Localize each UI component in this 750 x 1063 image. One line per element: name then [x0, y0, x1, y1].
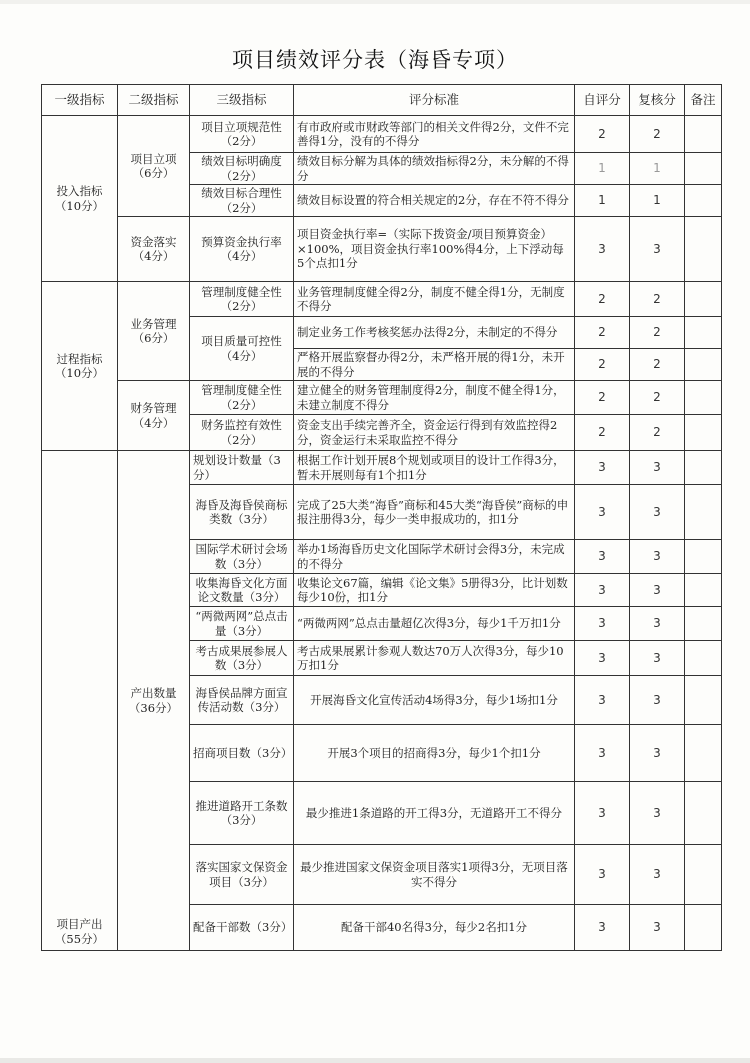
level3-name: 预算资金执行率	[201, 234, 282, 249]
level1-cell	[42, 116, 118, 282]
level2-cell	[118, 116, 190, 217]
note-cell	[685, 641, 722, 676]
review-score: 3	[630, 845, 685, 905]
review-score: 3	[630, 905, 685, 951]
level2-cell	[118, 451, 190, 951]
review-score: 3	[630, 574, 685, 607]
self-score: 1	[575, 185, 630, 217]
self-score: 2	[575, 282, 630, 317]
header-level1: 一级指标	[42, 85, 118, 116]
level1-name: 投入指标	[56, 184, 103, 198]
level3-score: （2分）	[220, 299, 263, 313]
criteria-cell: “两微两网”总点击量超亿次得3分，每少1千万扣1分	[294, 607, 575, 641]
level3-cell: 收集海昏文化方面论文数量（3分）	[190, 574, 294, 607]
level3-score: （4分）	[220, 348, 263, 363]
note-cell	[685, 349, 722, 381]
review-score: 2	[630, 317, 685, 349]
criteria-cell: 业务管理制度健全得2分，制度不健全得1分，无制度不得分	[294, 282, 575, 317]
criteria-cell: 举办1场海昏历史文化国际学术研讨会得3分，未完成的不得分	[294, 540, 575, 574]
level3-cell: 国际学术研讨会场数（3分）	[190, 540, 294, 574]
note-cell	[685, 845, 722, 905]
self-score: 3	[575, 676, 630, 725]
level3-cell: 推进道路开工条数（3分）	[190, 782, 294, 845]
note-cell	[685, 153, 722, 185]
criteria-cell: 项目资金执行率=（实际下拨资金/项目预算资金）×100%，项目资金执行率100%得4分，上下浮动每5个点扣1分	[294, 217, 575, 282]
level3-cell: 海昏侯品牌方面宣传活动数（3分）	[190, 676, 294, 725]
review-score: 2	[630, 349, 685, 381]
level3-cell: 配备干部数（3分）	[190, 905, 294, 951]
review-score: 3	[630, 607, 685, 641]
self-score: 2	[575, 116, 630, 153]
note-cell	[685, 574, 722, 607]
review-score: 3	[630, 217, 685, 282]
header-note: 备注	[685, 85, 722, 116]
level3-score: （2分）	[220, 200, 263, 215]
header-criteria: 评分标准	[294, 85, 575, 116]
self-score: 3	[575, 607, 630, 641]
review-score: 3	[630, 540, 685, 574]
criteria-cell: 开展海昏文化宣传活动4场得3分，每少1场扣1分	[294, 676, 575, 725]
level3-cell: 海昏及海昏侯商标类数（3分）	[190, 485, 294, 540]
header-row	[42, 85, 722, 116]
table-row	[42, 381, 722, 415]
table-row	[42, 451, 722, 485]
level2-score: （6分）	[132, 166, 175, 180]
criteria-cell: 最少推进1条道路的开工得3分，无道路开工不得分	[294, 782, 575, 845]
self-score: 3	[575, 217, 630, 282]
note-cell	[685, 185, 722, 217]
level3-score: （2分）	[220, 432, 263, 447]
self-score: 3	[575, 905, 630, 951]
level3-name: 项目立项规范性	[201, 119, 282, 134]
review-score: 2	[630, 116, 685, 153]
level3-name: 管理制度健全性	[201, 383, 282, 397]
level1-score: （55分）	[54, 931, 105, 946]
self-score: 3	[575, 845, 630, 905]
level3-cell	[190, 116, 294, 153]
self-score: 3	[575, 574, 630, 607]
level3-cell	[190, 317, 294, 381]
level1-score: （10分）	[54, 366, 105, 380]
level3-score: （2分）	[220, 397, 263, 412]
note-cell	[685, 485, 722, 540]
criteria-cell: 根据工作计划开展8个规划或项目的设计工作得3分，暂未开展则每有1个扣1分	[294, 451, 575, 485]
self-score: 2	[575, 415, 630, 451]
criteria-cell: 制定业务工作考核奖惩办法得2分，未制定的不得分	[294, 317, 575, 349]
note-cell	[685, 451, 722, 485]
level3-name: 财务监控有效性	[201, 418, 282, 432]
criteria-cell: 资金支出手续完善齐全，资金运行得到有效监控得2分，资金运行未采取监控不得分	[294, 415, 575, 451]
level2-name: 资金落实	[130, 234, 177, 249]
level2-score: （36分）	[128, 700, 179, 715]
note-cell	[685, 282, 722, 317]
scan-edge-bottom	[0, 1058, 750, 1063]
table-row	[42, 282, 722, 317]
level3-score: （2分）	[220, 134, 263, 148]
level3-score: （2分）	[220, 168, 263, 183]
criteria-cell: 最少推进国家文保资金项目落实1项得3分，无项目落实不得分	[294, 845, 575, 905]
level3-cell: 考古成果展参展人数（3分）	[190, 641, 294, 676]
level3-score: （4分）	[220, 249, 263, 263]
note-cell	[685, 381, 722, 415]
note-cell	[685, 116, 722, 153]
review-score: 1	[630, 153, 685, 185]
page-title: 项目绩效评分表（海昏专项）	[232, 48, 518, 72]
level3-name: 项目质量可控性	[201, 334, 282, 348]
note-cell	[685, 676, 722, 725]
level2-name: 业务管理	[130, 316, 177, 331]
level3-cell	[190, 153, 294, 185]
self-score: 3	[575, 485, 630, 540]
self-score: 3	[575, 641, 630, 676]
self-score: 1	[575, 153, 630, 185]
review-score: 3	[630, 782, 685, 845]
criteria-cell: 绩效目标设置的符合相关规定的2分，存在不符不得分	[294, 185, 575, 217]
level2-name: 财务管理	[130, 401, 177, 415]
level3-cell: 招商项目数（3分）	[190, 725, 294, 782]
level1-name: 过程指标	[56, 351, 103, 366]
criteria-cell: 绩效目标分解为具体的绩效指标得2分，未分解的不得分	[294, 153, 575, 185]
self-score: 3	[575, 725, 630, 782]
review-score: 2	[630, 381, 685, 415]
criteria-cell: 有市政府或市财政等部门的相关文件得2分，文件不完善得1分，没有的不得分	[294, 116, 575, 153]
level3-name: 绩效目标明确度	[201, 154, 282, 168]
level1-score: （10分）	[54, 198, 105, 213]
table-row	[42, 217, 722, 282]
level2-score: （4分）	[132, 249, 175, 263]
note-cell	[685, 540, 722, 574]
note-cell	[685, 217, 722, 282]
review-score: 3	[630, 641, 685, 676]
level1-name: 项目产出	[56, 917, 103, 931]
review-score: 1	[630, 185, 685, 217]
level1-cell	[42, 282, 118, 451]
level2-cell	[118, 282, 190, 381]
review-score: 2	[630, 282, 685, 317]
table-row	[42, 116, 722, 153]
level3-cell	[190, 217, 294, 282]
criteria-cell: 严格开展监察督办得2分，未严格开展的得1分，未开展的不得分	[294, 349, 575, 381]
review-score: 3	[630, 725, 685, 782]
note-cell	[685, 317, 722, 349]
self-score: 3	[575, 782, 630, 845]
level3-name: 管理制度健全性	[201, 284, 282, 299]
level3-cell: 落实国家文保资金项目（3分）	[190, 845, 294, 905]
level2-cell	[118, 217, 190, 282]
review-score: 3	[630, 485, 685, 540]
level3-cell: 规划设计数量（3分）	[190, 451, 294, 485]
level3-cell	[190, 185, 294, 217]
criteria-cell: 收集论文67篇，编辑《论文集》5册得3分，比计划数每少10份，扣1分	[294, 574, 575, 607]
level3-cell	[190, 381, 294, 415]
level2-cell	[118, 381, 190, 451]
criteria-cell: 考古成果展累计参观人数达70万人次得3分，每少10万扣1分	[294, 641, 575, 676]
level2-score: （6分）	[132, 331, 175, 345]
level3-cell	[190, 282, 294, 317]
self-score: 2	[575, 317, 630, 349]
note-cell	[685, 782, 722, 845]
level2-name: 产出数量	[130, 686, 177, 700]
scan-edge-top	[0, 0, 750, 4]
review-score: 2	[630, 415, 685, 451]
level2-score: （4分）	[132, 415, 175, 430]
header-level2: 二级指标	[118, 85, 190, 116]
header-review-score: 复核分	[630, 85, 685, 116]
review-score: 3	[630, 676, 685, 725]
self-score: 3	[575, 540, 630, 574]
note-cell	[685, 415, 722, 451]
level2-name: 项目立项	[130, 151, 177, 166]
self-score: 2	[575, 381, 630, 415]
criteria-cell: 开展3个项目的招商得3分，每少1个扣1分	[294, 725, 575, 782]
review-score: 3	[630, 451, 685, 485]
criteria-cell: 配备干部40名得3分，每少2名扣1分	[294, 905, 575, 951]
self-score: 3	[575, 451, 630, 485]
level3-name: 绩效目标合理性	[201, 186, 282, 200]
header-level3: 三级指标	[190, 85, 294, 116]
note-cell	[685, 725, 722, 782]
score-table	[41, 84, 722, 951]
note-cell	[685, 607, 722, 641]
level3-cell: “两微两网”总点击量（3分）	[190, 607, 294, 641]
header-self-score: 自评分	[575, 85, 630, 116]
note-cell	[685, 905, 722, 951]
criteria-cell: 完成了25大类“海昏”商标和45大类“海昏侯”商标的申报注册得3分，每少一类申报成功的，扣1分	[294, 485, 575, 540]
self-score: 2	[575, 349, 630, 381]
level3-cell	[190, 415, 294, 451]
level1-cell	[42, 451, 118, 951]
criteria-cell: 建立健全的财务管理制度得2分，制度不健全得1分，未建立制度不得分	[294, 381, 575, 415]
